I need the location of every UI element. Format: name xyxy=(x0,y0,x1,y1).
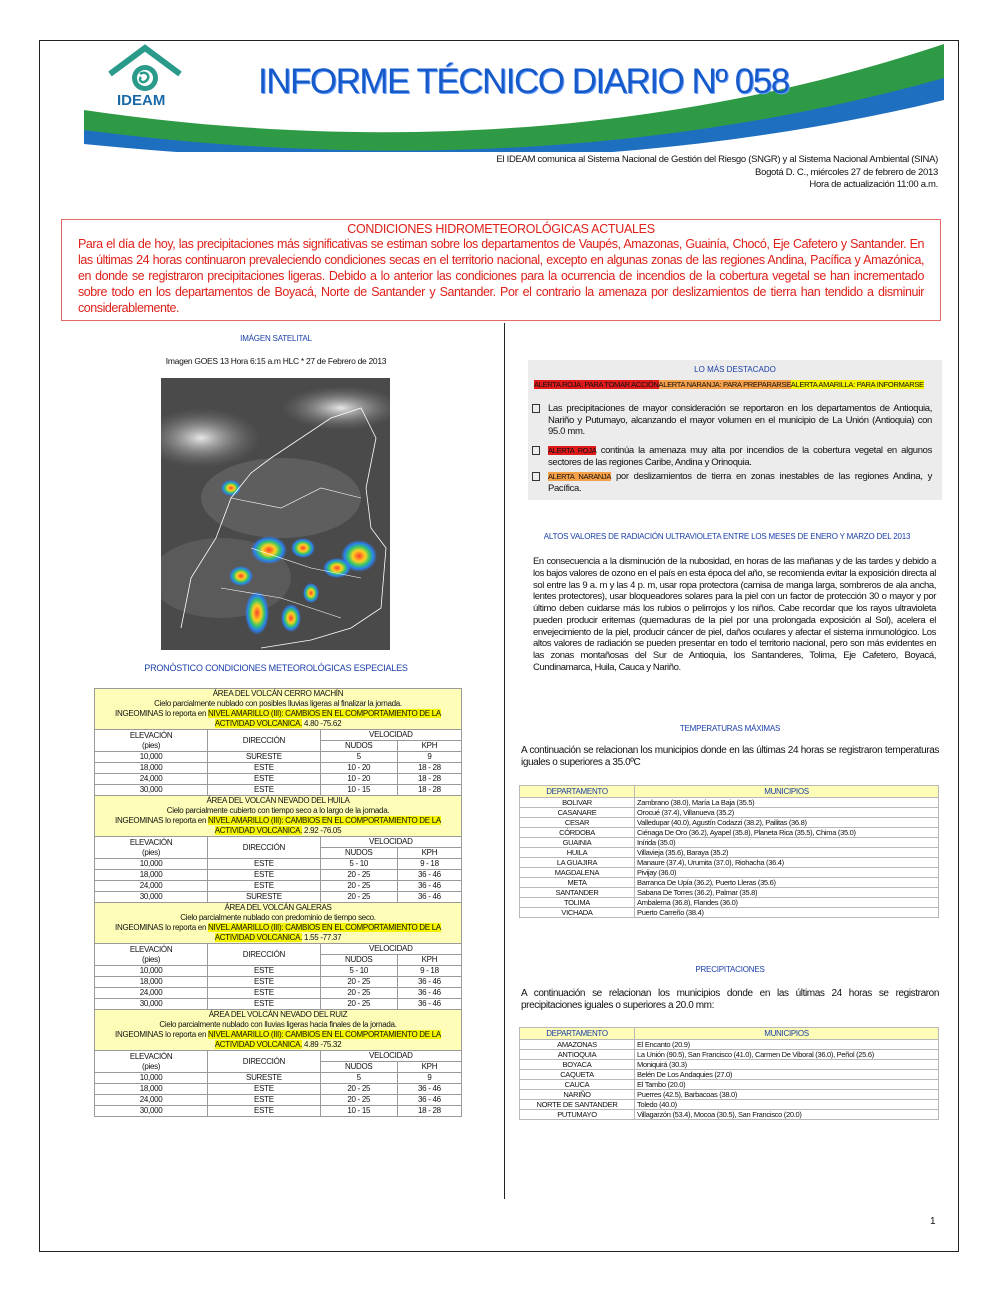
conditions-box xyxy=(61,219,941,321)
department-cell: CÓRDOBA xyxy=(520,828,635,838)
table-row xyxy=(95,870,462,881)
column-header-row xyxy=(95,730,462,741)
table-cell: 24,000 xyxy=(95,1095,208,1106)
table-row xyxy=(95,763,462,774)
col-direction: DIRECCIÓN xyxy=(208,944,320,966)
header-info xyxy=(496,154,938,192)
table-header-row xyxy=(520,786,939,798)
department-cell: BOLIVAR xyxy=(520,798,635,808)
alert-yellow-label: ALERTA AMARILLA: PARA INFORMARSE xyxy=(790,380,924,389)
volcano-coords: 4.80 -75.62 xyxy=(304,719,342,728)
department-cell: AMAZONAS xyxy=(520,1040,635,1050)
municipalities-cell: Zambrano (38.0), María La Baja (35.5) xyxy=(635,798,939,808)
table-cell: 36 - 46 xyxy=(397,999,461,1010)
table-row xyxy=(95,988,462,999)
department-cell: SANTANDER xyxy=(520,888,635,898)
department-cell: BOYACA xyxy=(520,1060,635,1070)
table-row xyxy=(520,1110,939,1120)
area-header-row xyxy=(95,1010,462,1051)
area-name: ÁREA DEL VOLCÁN NEVADO DEL RUIZ xyxy=(208,1010,348,1019)
table-cell: 10 - 20 xyxy=(320,763,397,774)
ingeominas-label: INGEOMINAS lo reporta en xyxy=(115,1030,207,1039)
col-elevation: ELEVACIÓN (pies) xyxy=(95,837,208,859)
table-cell: 10 - 15 xyxy=(320,785,397,796)
col-kph: KPH xyxy=(397,1062,461,1073)
municipalities-cell: Moniquirá (30.3) xyxy=(635,1060,939,1070)
temps-heading: TEMPERATURAS MÁXIMAS xyxy=(679,724,781,733)
table-row xyxy=(520,868,939,878)
bullet-icon xyxy=(532,404,540,413)
table-cell: 18 - 28 xyxy=(397,785,461,796)
table-cell: 20 - 25 xyxy=(320,1095,397,1106)
table-cell: 9 xyxy=(397,1073,461,1084)
satellite-heading: IMÁGEN SATELITAL xyxy=(240,334,312,343)
table-cell: 10,000 xyxy=(95,966,208,977)
area-info xyxy=(95,796,462,837)
table-cell: 20 - 25 xyxy=(320,977,397,988)
table-cell: 36 - 46 xyxy=(397,988,461,999)
table-row xyxy=(95,999,462,1010)
table-cell: 36 - 46 xyxy=(397,977,461,988)
highlights-box xyxy=(528,360,942,500)
table-row xyxy=(95,1084,462,1095)
table-cell: 18,000 xyxy=(95,1084,208,1095)
conditions-text: Para el día de hoy, las precipitaciones más significativas se estiman sobre los departamentos de Vaupés, Amazonas, Guainía, Chocó, Eje Cafetero y Santander. En las últimas 24 horas continuaron prevaleciendo condiciones secas en el territorio nacional, excepto en algunas zonas de las regiones Andina, Pacífica y Amazónica, en donde se registraron precipitaciones ligeras. Debido a lo anterior las condiciones para la ocurrencia de incendios de la cobertura vegetal se han incrementado sobre todo en los departamentos de Boyacá, Norte de Santander y Santander. Por el contrario la amenaza por deslizamientos de tierra han tendido a disminuir considerablemente. xyxy=(78,237,924,315)
precip-intro: A continuación se relacionan los municipios donde en las últimas 24 horas se registraron precipitaciones iguales o superiores a 20.0 mm: xyxy=(521,988,939,1011)
table-row xyxy=(95,752,462,763)
table-header-row xyxy=(520,1028,939,1040)
table-row xyxy=(520,1070,939,1080)
municipalities-cell: Belén De Los Andaquies (27.0) xyxy=(635,1070,939,1080)
area-info xyxy=(95,689,462,730)
col-municipalities: MUNICIPIOS xyxy=(635,1028,939,1040)
ingeominas-label: INGEOMINAS lo reporta en xyxy=(115,923,207,932)
table-cell: 18 - 28 xyxy=(397,774,461,785)
department-cell: HUILA xyxy=(520,848,635,858)
area-header-row xyxy=(95,689,462,730)
table-cell: 36 - 46 xyxy=(397,870,461,881)
table-cell: 20 - 25 xyxy=(320,1084,397,1095)
precip-table xyxy=(519,1027,939,1120)
table-row xyxy=(520,808,939,818)
table-cell: 24,000 xyxy=(95,988,208,999)
table-row xyxy=(520,1090,939,1100)
municipalities-cell: Villagarzón (53.4), Mocoa (30.5), San Francisco (20.0) xyxy=(635,1110,939,1120)
column-header-row xyxy=(95,944,462,955)
forecast-heading: PRONÓSTICO CONDICIONES METEOROLÓGICAS ESPECIALES xyxy=(144,663,408,673)
department-cell: CAUCA xyxy=(520,1080,635,1090)
table-cell: 18,000 xyxy=(95,977,208,988)
col-velocity: VELOCIDAD xyxy=(320,1051,461,1062)
column-header-row xyxy=(95,1051,462,1062)
table-cell: 5 - 10 xyxy=(320,859,397,870)
municipalities-cell: La Unión (90.5), San Francisco (41.0), Carmen De Viboral (36.0), Peñol (25.6) xyxy=(635,1050,939,1060)
alert-legend xyxy=(534,380,924,389)
highlights-heading: LO MÁS DESTACADO xyxy=(694,365,776,374)
area-report xyxy=(97,816,459,836)
department-cell: ANTIOQUIA xyxy=(520,1050,635,1060)
table-row xyxy=(95,977,462,988)
table-row xyxy=(520,888,939,898)
table-cell: 10,000 xyxy=(95,752,208,763)
header-line-3: Hora de actualización 11:00 a.m. xyxy=(809,179,938,190)
volcanic-level: NIVEL AMARILLO (III): CAMBIOS EN EL COMPORTAMIENTO DE LA ACTIVIDAD VOLCANICA. xyxy=(208,709,441,728)
table-cell: 18,000 xyxy=(95,870,208,881)
department-cell: CAQUETA xyxy=(520,1070,635,1080)
area-header-row xyxy=(95,796,462,837)
logo-text: IDEAM xyxy=(117,92,166,109)
department-cell: MAGDALENA xyxy=(520,868,635,878)
table-cell: 18 - 28 xyxy=(397,1106,461,1117)
page-number: 1 xyxy=(930,1216,936,1227)
area-info xyxy=(95,903,462,944)
col-elevation: ELEVACIÓN (pies) xyxy=(95,730,208,752)
table-row xyxy=(520,1060,939,1070)
table-cell: 5 xyxy=(320,1073,397,1084)
department-cell: NORTE DE SANTANDER xyxy=(520,1100,635,1110)
department-cell: META xyxy=(520,878,635,888)
table-cell: ESTE xyxy=(208,966,320,977)
table-cell: SURESTE xyxy=(208,1073,320,1084)
table-cell: 30,000 xyxy=(95,999,208,1010)
uv-heading: ALTOS VALORES DE RADIACIÓN ULTRAVIOLETA ENTRE LOS MESES DE ENERO Y MARZO DEL 2013 xyxy=(543,532,911,541)
municipalities-cell: Ambalema (36.8), Flandes (36.0) xyxy=(635,898,939,908)
table-cell: 9 - 18 xyxy=(397,966,461,977)
report-title: INFORME TÉCNICO DIARIO Nº 058 xyxy=(258,62,789,101)
table-cell: ESTE xyxy=(208,1106,320,1117)
col-knots: NUDOS xyxy=(320,741,397,752)
table-cell: ESTE xyxy=(208,859,320,870)
volcano-coords: 4.89 -75.32 xyxy=(304,1040,342,1049)
table-cell: 30,000 xyxy=(95,785,208,796)
ingeominas-label: INGEOMINAS lo reporta en xyxy=(115,816,207,825)
table-cell: 10,000 xyxy=(95,859,208,870)
ingeominas-label: INGEOMINAS lo reporta en xyxy=(115,709,207,718)
municipalities-cell: El Encanto (20.9) xyxy=(635,1040,939,1050)
highlight-item: Las precipitaciones de mayor consideración se reportaron en los departamentos de Antioquia, Nariño y Putumayo, alcanzando el mayor volumen en el municipio de La Unión (Antioquia) con 95.0 mm. xyxy=(532,403,932,438)
satellite-image xyxy=(161,378,390,650)
table-cell: 10 - 20 xyxy=(320,774,397,785)
table-row xyxy=(520,1080,939,1090)
table-cell: ESTE xyxy=(208,988,320,999)
table-row xyxy=(520,818,939,828)
table-cell: ESTE xyxy=(208,763,320,774)
municipalities-cell: Valledupar (40.0), Agustín Codazzi (38.2), Pailitas (36.8) xyxy=(635,818,939,828)
col-direction: DIRECCIÓN xyxy=(208,730,320,752)
table-cell: SURESTE xyxy=(208,752,320,763)
table-cell: 5 - 10 xyxy=(320,966,397,977)
table-cell: 20 - 25 xyxy=(320,999,397,1010)
uv-text: En consecuencia a la disminución de la nubosidad, en horas de las mañanas y de las tardes y debido a los bajos valores de ozono en el país en esta época del año, se recomienda evitar la exposición directa al sol entre las 9 a. m y las 4 p. m, usar ropa protectora (camisa de manga larga, sombreros de ala ancha, lentes protectores), usar bloqueadores solares para la piel con un factor de protección 30 o mayor y por último deben cuidarse más los rubios o pelirrojos y los niños. Cabe recordar que los rayos ultravioleta pueden producir eritemas (quemaduras de la piel por una prolongada exposición al Sol), acelera el envejecimiento de la piel, producir cáncer de piel, daños oculares y afectar el sistema inmunológico. Los altos valores de radiación se pueden presentar en todo el territorio nacional, pero son más evidentes en las zonas montañosas del Sur de Antioquia, los Santanderes, Tolima, Eje Cafetero, Boyacá, Cundinamarca, Huila, Cauca y Nariño. xyxy=(533,556,936,673)
table-row xyxy=(95,774,462,785)
alert-red-tag: ALERTA ROJA xyxy=(548,446,597,455)
department-cell: CASANARE xyxy=(520,808,635,818)
table-row xyxy=(95,966,462,977)
municipalities-cell: Inírida (35.0) xyxy=(635,838,939,848)
table-cell: 36 - 46 xyxy=(397,1084,461,1095)
area-report xyxy=(97,709,459,729)
col-department: DEPARTAMENTO xyxy=(520,1028,635,1040)
municipalities-cell: Ciénaga De Oro (36.2), Ayapel (35.8), Planeta Rica (35.5), Chima (35.0) xyxy=(635,828,939,838)
table-cell: 36 - 46 xyxy=(397,892,461,903)
col-velocity: VELOCIDAD xyxy=(320,730,461,741)
table-row xyxy=(520,858,939,868)
table-row xyxy=(520,1100,939,1110)
alert-red-label: ALERTA ROJA: PARA TOMAR ACCIÓN xyxy=(534,380,659,389)
volcanic-level: NIVEL AMARILLO (III): CAMBIOS EN EL COMPORTAMIENTO DE LA ACTIVIDAD VOLCANICA. xyxy=(208,1030,441,1049)
bullet-icon xyxy=(532,446,540,455)
table-cell: 18,000 xyxy=(95,763,208,774)
area-header-row xyxy=(95,903,462,944)
area-name: ÁREA DEL VOLCÁN NEVADO DEL HUILA xyxy=(206,796,350,805)
col-knots: NUDOS xyxy=(320,955,397,966)
table-cell: 20 - 25 xyxy=(320,988,397,999)
satellite-caption: Imagen GOES 13 Hora 6:15 a.m HLC * 27 de Febrero de 2013 xyxy=(165,356,387,366)
area-description: Cielo parcialmente cubierto con tiempo seco a lo largo de la jornada. xyxy=(166,806,390,815)
column-header-row xyxy=(95,837,462,848)
col-knots: NUDOS xyxy=(320,848,397,859)
table-row xyxy=(95,881,462,892)
highlight-item: ALERTA ROJA continúa la amenaza muy alta por incendios de la cobertura vegetal en algunos sectores de las regiones Caribe, Andina y Orinoquia. xyxy=(532,445,932,468)
volcano-coords: 2.92 -76.05 xyxy=(304,826,342,835)
table-cell: ESTE xyxy=(208,1084,320,1095)
col-direction: DIRECCIÓN xyxy=(208,837,320,859)
table-cell: 24,000 xyxy=(95,881,208,892)
alert-orange-label: ALERTA NARANJA: PARA PREPARARSE xyxy=(658,380,791,389)
area-name: ÁREA DEL VOLCÁN CERRO MACHÍN xyxy=(212,689,344,698)
department-cell: LA GUAJIRA xyxy=(520,858,635,868)
alert-orange-tag: ALERTA NARANJA xyxy=(548,472,611,481)
table-row xyxy=(520,848,939,858)
table-cell: 18 - 28 xyxy=(397,763,461,774)
table-cell: 30,000 xyxy=(95,1106,208,1117)
table-cell: ESTE xyxy=(208,999,320,1010)
col-kph: KPH xyxy=(397,955,461,966)
municipalities-cell: Barranca De Upía (36.2), Puerto Lleras (35.6) xyxy=(635,878,939,888)
table-cell: 9 - 18 xyxy=(397,859,461,870)
col-elevation: ELEVACIÓN (pies) xyxy=(95,1051,208,1073)
col-municipalities: MUNICIPIOS xyxy=(635,786,939,798)
col-kph: KPH xyxy=(397,848,461,859)
forecast-table xyxy=(94,688,462,1117)
header-line-2: Bogotá D. C., miércoles 27 de febrero de 2013 xyxy=(755,166,938,178)
table-row xyxy=(520,838,939,848)
area-description: Cielo parcialmente nublado con posibles lluvias ligeras al finalizar la jornada. xyxy=(154,699,402,708)
table-row xyxy=(520,898,939,908)
table-cell: ESTE xyxy=(208,881,320,892)
table-cell: 10 - 15 xyxy=(320,1106,397,1117)
table-cell: SURESTE xyxy=(208,892,320,903)
table-cell: 10,000 xyxy=(95,1073,208,1084)
volcanic-level: NIVEL AMARILLO (III): CAMBIOS EN EL COMPORTAMIENTO DE LA ACTIVIDAD VOLCANICA. xyxy=(208,816,441,835)
header-line-1: El IDEAM comunica al Sistema Nacional de Gestión del Riesgo (SNGR) y al Sistema Nacional Ambiental (SINA) xyxy=(496,154,938,165)
table-cell: ESTE xyxy=(208,785,320,796)
table-row xyxy=(95,859,462,870)
table-cell: 24,000 xyxy=(95,774,208,785)
col-velocity: VELOCIDAD xyxy=(320,944,461,955)
municipalities-cell: Puerto Carreño (38.4) xyxy=(635,908,939,918)
table-cell: ESTE xyxy=(208,870,320,881)
table-cell: ESTE xyxy=(208,774,320,785)
municipalities-cell: Villavieja (35.6), Baraya (35.2) xyxy=(635,848,939,858)
table-row xyxy=(520,908,939,918)
department-cell: NARIÑO xyxy=(520,1090,635,1100)
table-cell: 20 - 25 xyxy=(320,892,397,903)
highlight-item: ALERTA NARANJA por deslizamientos de tierra en zonas inestables de las regiones Andina, y Pacífica. xyxy=(532,471,932,494)
column-divider xyxy=(504,323,505,1199)
table-cell: 20 - 25 xyxy=(320,881,397,892)
col-department: DEPARTAMENTO xyxy=(520,786,635,798)
table-row xyxy=(95,892,462,903)
conditions-title: CONDICIONES HIDROMETEOROLÓGICAS ACTUALES xyxy=(347,222,655,236)
table-cell: 5 xyxy=(320,752,397,763)
municipalities-cell: Manaure (37.4), Urumita (37.0), Riohacha (36.4) xyxy=(635,858,939,868)
volcanic-level: NIVEL AMARILLO (III): CAMBIOS EN EL COMPORTAMIENTO DE LA ACTIVIDAD VOLCANICA. xyxy=(208,923,441,942)
table-row xyxy=(520,878,939,888)
table-cell: 30,000 xyxy=(95,892,208,903)
table-cell: ESTE xyxy=(208,977,320,988)
table-row xyxy=(520,1050,939,1060)
area-name: ÁREA DEL VOLCÁN GALERAS xyxy=(224,903,332,912)
table-cell: 20 - 25 xyxy=(320,870,397,881)
table-cell: ESTE xyxy=(208,1095,320,1106)
municipalities-cell: El Tambo (20.0) xyxy=(635,1080,939,1090)
temps-intro: A continuación se relacionan los municipios donde en las últimas 24 horas se registraron temperaturas iguales o superiores a 35.0ºC xyxy=(521,745,939,768)
department-cell: CESAR xyxy=(520,818,635,828)
department-cell: GUAINIA xyxy=(520,838,635,848)
volcano-coords: 1.55 -77.37 xyxy=(304,933,342,942)
table-cell: 9 xyxy=(397,752,461,763)
table-row xyxy=(95,785,462,796)
municipalities-cell: Pivijay (36.0) xyxy=(635,868,939,878)
col-elevation: ELEVACIÓN (pies) xyxy=(95,944,208,966)
col-knots: NUDOS xyxy=(320,1062,397,1073)
area-description: Cielo parcialmente nublado con lluvias ligeras hacia finales de la jornada. xyxy=(159,1020,397,1029)
bullet-icon xyxy=(532,472,540,481)
temps-table xyxy=(519,785,939,918)
area-report xyxy=(97,923,459,943)
area-description: Cielo parcialmente nublado con predominio de tiempo seco. xyxy=(180,913,376,922)
table-row xyxy=(520,828,939,838)
municipalities-cell: Sabana De Torres (36.2), Palmar (35.8) xyxy=(635,888,939,898)
precip-heading: PRECIPITACIONES xyxy=(695,965,765,974)
municipalities-cell: Orocué (37.4), Villanueva (35.2) xyxy=(635,808,939,818)
table-row xyxy=(520,1040,939,1050)
table-row xyxy=(95,1106,462,1117)
department-cell: TOLIMA xyxy=(520,898,635,908)
col-velocity: VELOCIDAD xyxy=(320,837,461,848)
table-row xyxy=(95,1073,462,1084)
table-row xyxy=(95,1095,462,1106)
department-cell: VICHADA xyxy=(520,908,635,918)
table-cell: 36 - 46 xyxy=(397,1095,461,1106)
col-direction: DIRECCIÓN xyxy=(208,1051,320,1073)
area-report xyxy=(97,1030,459,1050)
col-kph: KPH xyxy=(397,741,461,752)
table-cell: 36 - 46 xyxy=(397,881,461,892)
municipalities-cell: Toledo (40.0) xyxy=(635,1100,939,1110)
area-info xyxy=(95,1010,462,1051)
table-row xyxy=(520,798,939,808)
municipalities-cell: Puerres (42.5), Barbacoas (38.0) xyxy=(635,1090,939,1100)
department-cell: PUTUMAYO xyxy=(520,1110,635,1120)
